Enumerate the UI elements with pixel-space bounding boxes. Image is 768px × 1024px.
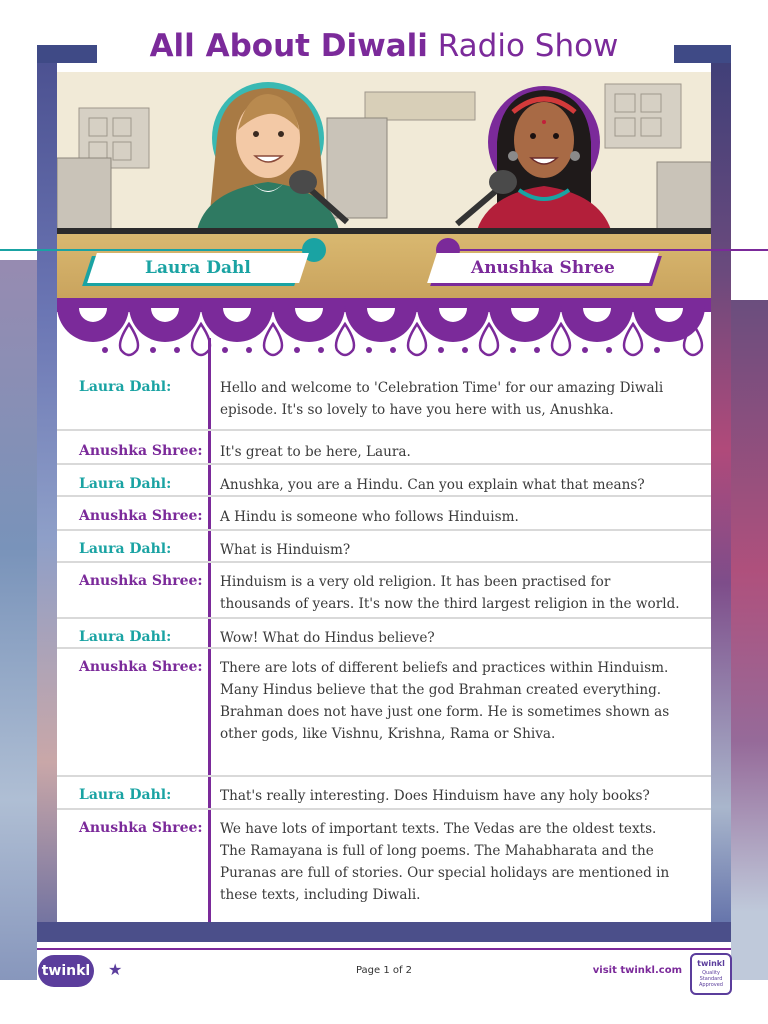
dialogue-row	[57, 810, 711, 920]
title-bold: All About Diwali	[149, 28, 428, 64]
teal-accent-line	[0, 249, 320, 251]
page-title	[0, 26, 768, 66]
speaker-name: Anushka Shree:	[79, 508, 203, 524]
speaker-name: Laura Dahl:	[79, 629, 172, 645]
dialogue-row	[57, 369, 711, 431]
title-light: Radio Show	[437, 28, 619, 64]
dialogue-line: It's great to be here, Laura.	[220, 444, 411, 460]
page-number: Page 1 of 2	[355, 965, 413, 976]
dialogue-row	[57, 619, 711, 649]
row-separator	[57, 429, 711, 431]
dialogue-row	[57, 777, 711, 810]
speaker-tag-anushka	[427, 253, 659, 283]
speaker-tag-anushka-label: Anushka Shree	[471, 258, 615, 278]
badge-title: twinkl	[697, 959, 725, 968]
scallop-border	[57, 298, 711, 362]
dialogue-line: Anushka, you are a Hindu. Can you explain what that means?	[220, 477, 645, 493]
speaker-tag-laura-label: Laura Dahl	[145, 258, 251, 278]
dialogue-row	[57, 649, 711, 777]
speaker-name: Anushka Shree:	[79, 573, 203, 589]
website-link[interactable]: visit twinkl.com	[592, 965, 682, 976]
speaker-name: Laura Dahl:	[79, 379, 172, 395]
dialogue-line: What is Hinduism?	[220, 542, 351, 558]
dialogue-row	[57, 498, 711, 531]
dialogue-row	[57, 466, 711, 497]
speaker-name: Anushka Shree:	[79, 443, 203, 459]
twinkl-logo-icon[interactable]: twinkl	[38, 955, 94, 987]
background-scene-right	[731, 300, 768, 980]
row-separator	[57, 463, 711, 465]
badge-text: Quality Standard Approved	[699, 970, 723, 988]
purple-accent-line	[448, 249, 768, 251]
dialogue-line: Hello and welcome to 'Celebration Time' for our amazing Diwali episode. It's so lovely to have you here with us, Anushka.	[220, 380, 664, 418]
speaker-name: Anushka Shree:	[79, 659, 203, 675]
star-icon: ★	[108, 960, 123, 979]
dialogue-line: A Hindu is someone who follows Hinduism.	[220, 509, 519, 525]
row-separator	[57, 495, 711, 497]
speaker-name: Laura Dahl:	[79, 541, 172, 557]
dialogue-row	[57, 531, 711, 563]
dialogue-row	[57, 433, 711, 465]
speaker-tag-laura	[87, 253, 309, 283]
speaker-name: Laura Dahl:	[79, 787, 172, 803]
dialogue-line: That's really interesting. Does Hinduism have any holy books?	[220, 788, 650, 804]
dialogue-line: There are lots of different beliefs and practices within Hinduism. Many Hindus believe that the god Brahman created everything. Brahman does not have just one form. He is sometimes shown as other gods, like Vishnu, Krishna, Rama or Shiva.	[220, 660, 670, 742]
dialogue-line: We have lots of important texts. The Vedas are the oldest texts. The Ramayana is full of long poems. The Mahabharata and the Puranas are full of stories. Our special holidays are mentioned in these texts, including Diwali.	[220, 821, 670, 903]
speaker-name: Anushka Shree:	[79, 820, 203, 836]
background-scene-left	[0, 260, 37, 980]
studio-illustration	[57, 72, 711, 230]
dialogue-line: Hinduism is a very old religion. It has been practised for thousands of years. It's now the third largest religion in the world.	[220, 574, 680, 612]
frame-right	[711, 45, 731, 942]
frame-left	[37, 45, 57, 942]
footer-divider	[37, 948, 731, 950]
dialogue-line: Wow! What do Hindus believe?	[220, 630, 435, 646]
acoustic-panel-right	[605, 84, 681, 148]
studio-scene	[57, 72, 711, 230]
frame-bottom	[37, 922, 731, 942]
quality-badge-icon	[690, 953, 732, 995]
dialogue-row	[57, 563, 711, 619]
speaker-name: Laura Dahl:	[79, 476, 172, 492]
